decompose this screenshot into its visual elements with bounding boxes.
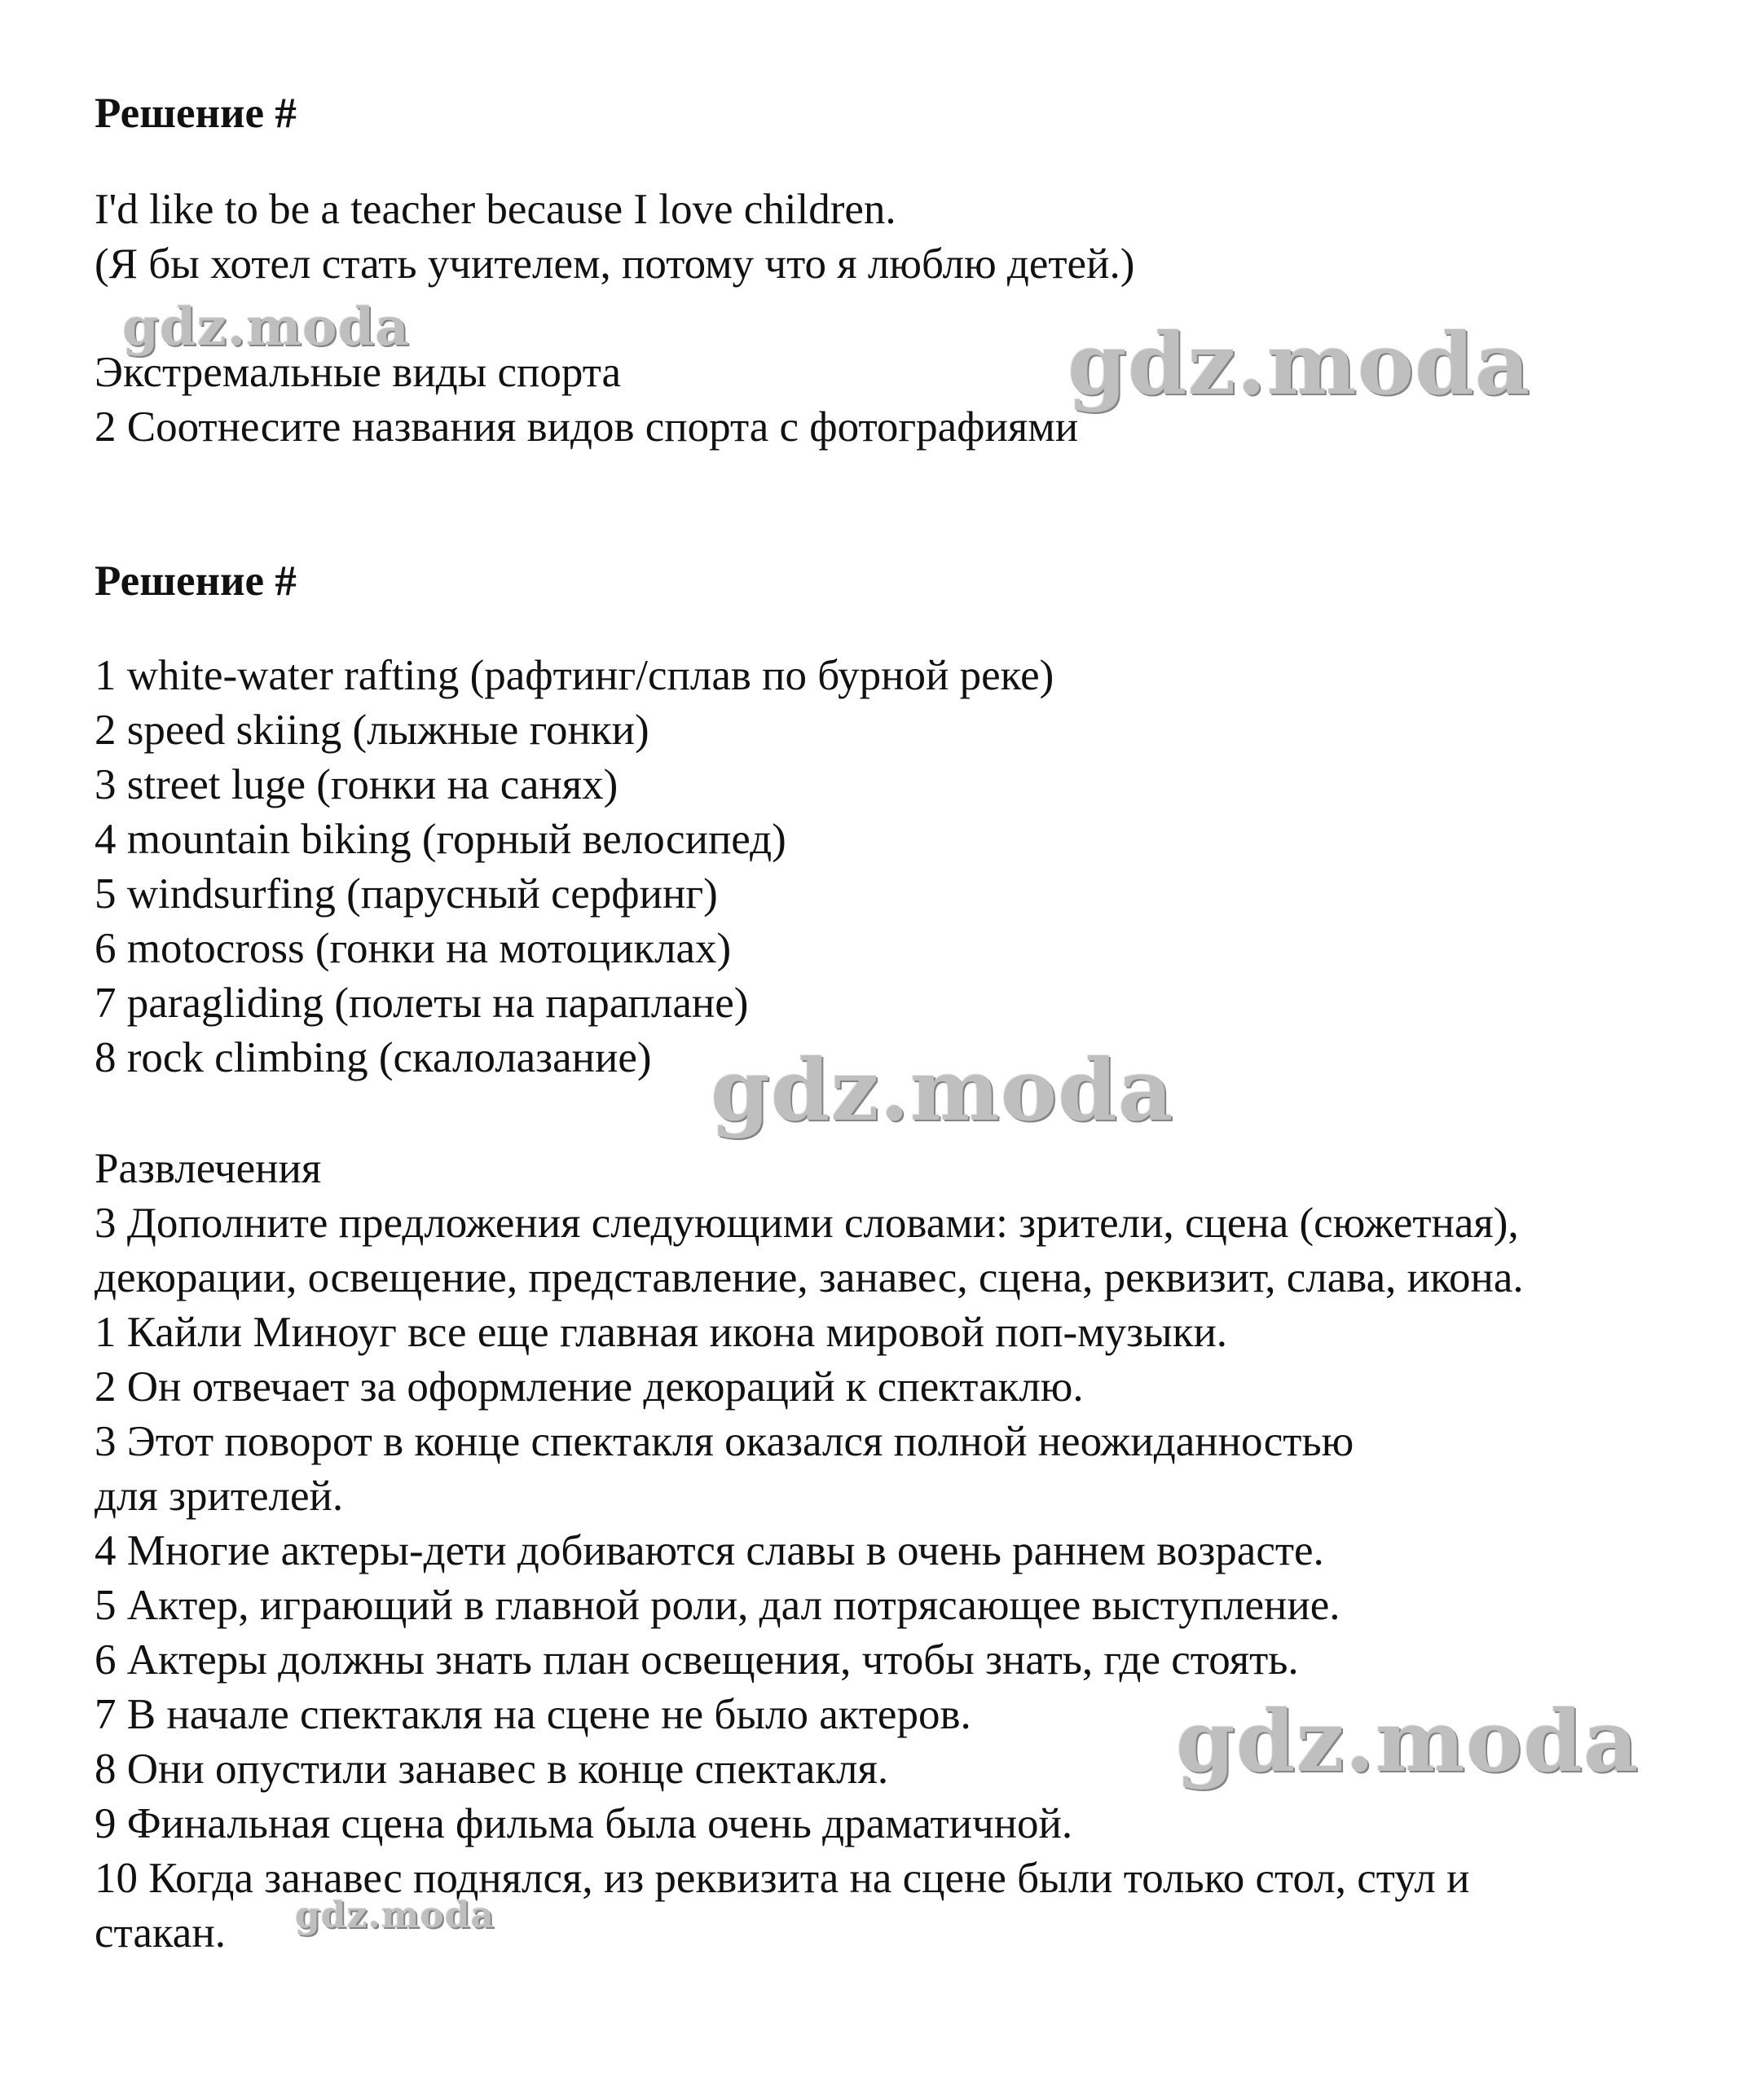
- sentence-item: 7 В начале спектакля на сцене не было актеров.: [95, 1691, 971, 1738]
- watermark: gdz.moda: [122, 297, 410, 358]
- sentence-item: 5 Актер, играющий в главной роли, дал потрясающее выступление.: [95, 1582, 1340, 1629]
- sport-answer-item: 2 speed skiing (лыжные гонки): [95, 707, 649, 754]
- section-title-entertainment: Развлечения: [95, 1145, 322, 1192]
- sport-answer-item: 6 motocross (гонки на мотоциклах): [95, 925, 732, 972]
- answer-line-ru: (Я бы хотел стать учителем, потому что я люблю детей.): [95, 240, 1135, 288]
- watermark: gdz.moda: [295, 1895, 495, 1936]
- watermark: gdz.moda: [711, 1040, 1174, 1140]
- sport-answer-item: 8 rock climbing (скалолазание): [95, 1034, 652, 1081]
- sentence-item: 2 Он отвечает за оформление декораций к спектаклю.: [95, 1363, 1084, 1411]
- answer-line-en: I'd like to be a teacher because I love children.: [95, 186, 896, 233]
- section-title-extreme-sports: Экстремальные виды спорта: [95, 349, 622, 396]
- sentence-item: 4 Многие актеры-дети добиваются славы в очень раннем возрасте.: [95, 1527, 1324, 1574]
- sport-answer-item: 4 mountain biking (горный велосипед): [95, 816, 786, 863]
- sentence-item: 8 Они опустили занавес в конце спектакля.: [95, 1746, 889, 1793]
- sentence-item: 1 Кайли Миноуг все еще главная икона мировой поп-музыки.: [95, 1309, 1228, 1356]
- sport-answer-item: 5 windsurfing (парусный серфинг): [95, 870, 718, 918]
- sentence-item: 10 Когда занавес поднялся, из реквизита на сцене были только стол, стул и: [95, 1855, 1470, 1902]
- sentence-item: для зрителей.: [95, 1473, 344, 1520]
- sport-answer-item: 3 street luge (гонки на санях): [95, 761, 618, 808]
- solution-heading-2: Решение #: [95, 557, 297, 605]
- task-3-text: 3 Дополните предложения следующими словами: зрители, сцена (сюжетная),: [95, 1200, 1519, 1247]
- watermark: gdz.moda: [1176, 1691, 1640, 1791]
- sentence-item: 6 Актеры должны знать план освещения, чтобы знать, где стоять.: [95, 1636, 1299, 1684]
- sport-answer-item: 1 white-water rafting (рафтинг/сплав по бурной реке): [95, 652, 1054, 699]
- sport-answer-item: 7 paragliding (полеты на параплане): [95, 980, 749, 1027]
- sentence-item: 9 Финальная сцена фильма была очень драматичной.: [95, 1800, 1073, 1847]
- watermark: gdz.moda: [1067, 314, 1531, 414]
- task-3-text: декорации, освещение, представление, занавес, сцена, реквизит, слава, икона.: [95, 1254, 1524, 1301]
- task-2-text: 2 Соотнесите названия видов спорта с фотографиями: [95, 403, 1079, 451]
- sentence-item: стакан.: [95, 1909, 226, 1957]
- sentence-item: 3 Этот поворот в конце спектакля оказался полной неожиданностью: [95, 1418, 1354, 1465]
- solution-heading-1: Решение #: [95, 90, 297, 137]
